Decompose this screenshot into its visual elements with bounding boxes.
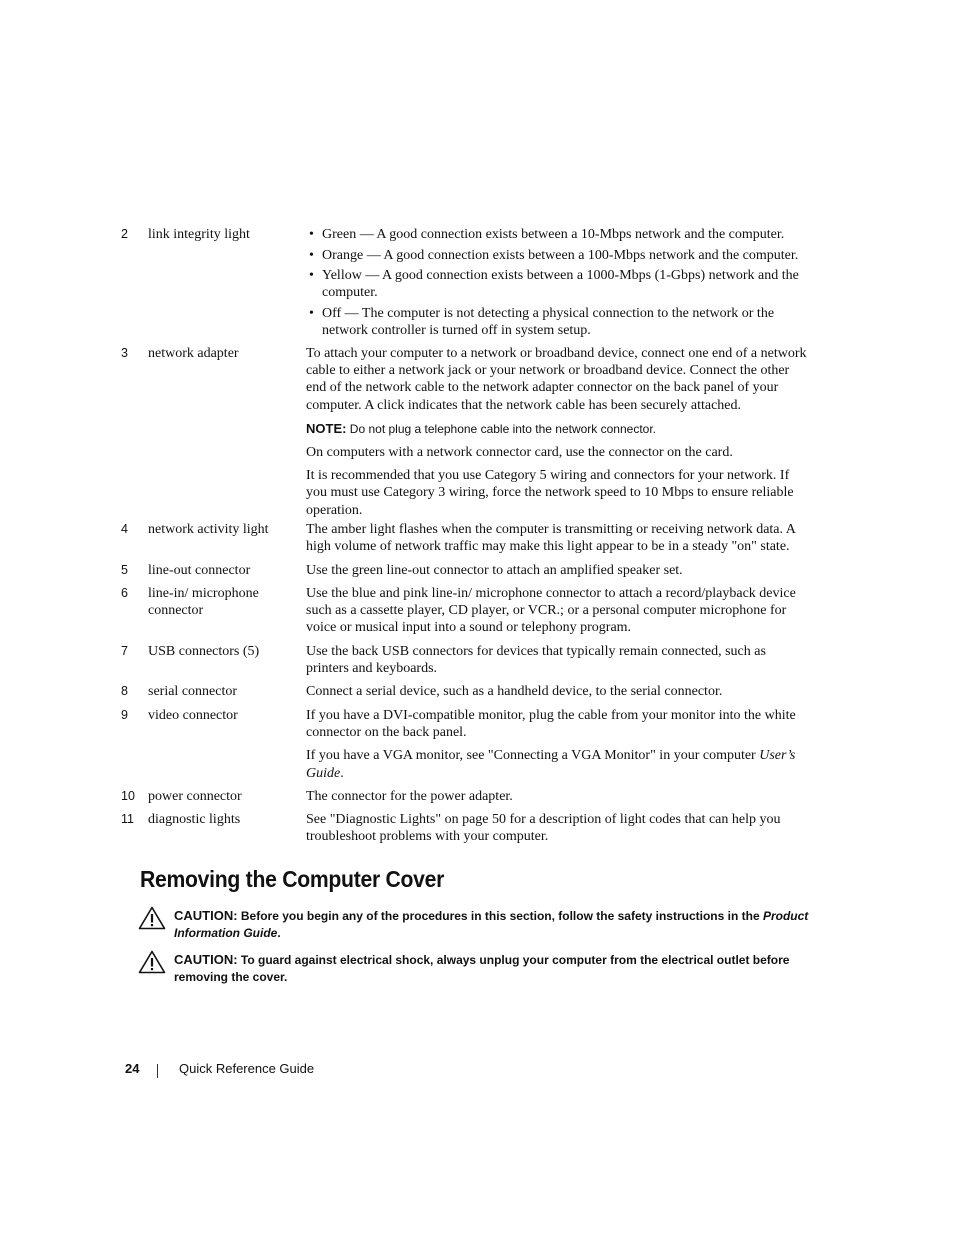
- warning-icon: [138, 906, 166, 930]
- page-number: 24: [125, 1061, 140, 1076]
- item-number: 3: [121, 346, 128, 360]
- paragraph: If you have a DVI-compatible monitor, plug the cable from your monitor into the white connector on the back panel.: [306, 708, 796, 741]
- paragraph: The connector for the power adapter.: [306, 789, 513, 804]
- paragraph: On computers with a network connector card, use the connector on the card.: [306, 445, 733, 461]
- item-number: 6: [121, 586, 128, 600]
- paragraph: Use the green line-out connector to attach an amplified speaker set.: [306, 563, 683, 578]
- item-number: 4: [121, 522, 128, 536]
- item-description: [306, 562, 811, 585]
- list-item: • Off — The computer is not detecting a physical connection to the network or the network controller is turned off in system setup.: [309, 305, 775, 339]
- item-description: [306, 707, 811, 788]
- item-number: 11: [121, 812, 134, 826]
- paragraph: If you have a VGA monitor, see "Connecting a VGA Monitor" in your computer User’s Guide.: [306, 748, 796, 781]
- list-item: • Orange — A good connection exists between a 100-Mbps network and the computer.: [309, 247, 799, 263]
- paragraph: Use the back USB connectors for devices that typically remain connected, such as printers and keyboards.: [306, 644, 766, 677]
- paragraph: See "Diagnostic Lights" on page 50 for a description of light codes that can help you troubleshoot problems with your computer.: [306, 812, 781, 845]
- warning-icon: [138, 950, 166, 974]
- item-label: line-out connector: [148, 563, 251, 578]
- item-number: 10: [121, 789, 135, 803]
- item-label: diagnostic lights: [148, 812, 241, 827]
- item-number: 9: [121, 708, 128, 722]
- item-label: link integrity light: [148, 227, 250, 242]
- item-label: network adapter: [148, 346, 239, 361]
- list-item: • Yellow — A good connection exists between a 1000-Mbps (1-Gbps) network and the computer.: [309, 268, 799, 301]
- paragraph: It is recommended that you use Category 5 wiring and connectors for your network. If you must use Category 3 wiring, force the network speed to 10 Mbps to ensure reliable operation.: [306, 468, 794, 518]
- item-label: power connector: [148, 789, 242, 804]
- caution-text: CAUTION: To guard against electrical shock, always unplug your computer from the electrical outlet before removing the cover.: [174, 952, 790, 984]
- item-number: 7: [121, 644, 128, 658]
- note: NOTE: Do not plug a telephone cable into the network connector.: [306, 420, 657, 436]
- item-label: serial connector: [148, 684, 238, 699]
- footer-divider: [157, 1064, 158, 1078]
- item-number: 5: [121, 563, 128, 577]
- bullet-list: [306, 226, 811, 339]
- paragraph: The amber light flashes when the computer is transmitting or receiving network data. A high volume of network traffic may make this light appear to be in a steady "on" state.: [306, 522, 796, 555]
- item-description: [306, 811, 811, 851]
- caution-text: CAUTION: Before you begin any of the procedures in this section, follow the safety instructions in the Product Information Guide.: [174, 908, 809, 940]
- paragraph: Use the blue and pink line-in/ microphone connector to attach a record/playback device such as a cassette player, CD player, or VCR.; or a personal computer microphone for voice or musical input into a sound or telephony program.: [306, 586, 796, 636]
- item-description: [306, 788, 811, 811]
- item-description: [306, 226, 811, 343]
- item-description: [306, 683, 811, 706]
- item-label: USB connectors (5): [148, 644, 260, 659]
- item-description: [306, 521, 811, 561]
- paragraph: To attach your computer to a network or broadband device, connect one end of a network cable to either a network jack or your network or broadband device. Connect the other end of the network cable to the network adapter connector on the back panel of your computer. A click indicates that the network cable has been securely attached.: [306, 346, 807, 413]
- item-number: 8: [121, 684, 128, 698]
- item-description: [306, 585, 811, 643]
- item-number: 2: [121, 227, 128, 241]
- section-title: Removing the Computer Cover: [140, 866, 445, 892]
- item-label: network activity light: [148, 522, 269, 537]
- paragraph: Connect a serial device, such as a handheld device, to the serial connector.: [306, 684, 723, 699]
- document-title: Quick Reference Guide: [179, 1061, 315, 1076]
- item-description: [306, 345, 811, 525]
- list-item: • Green — A good connection exists between a 10-Mbps network and the computer.: [309, 227, 785, 242]
- item-label: video connector: [148, 708, 238, 723]
- item-description: [306, 643, 811, 683]
- item-label: line-in/ microphone connector: [148, 586, 259, 619]
